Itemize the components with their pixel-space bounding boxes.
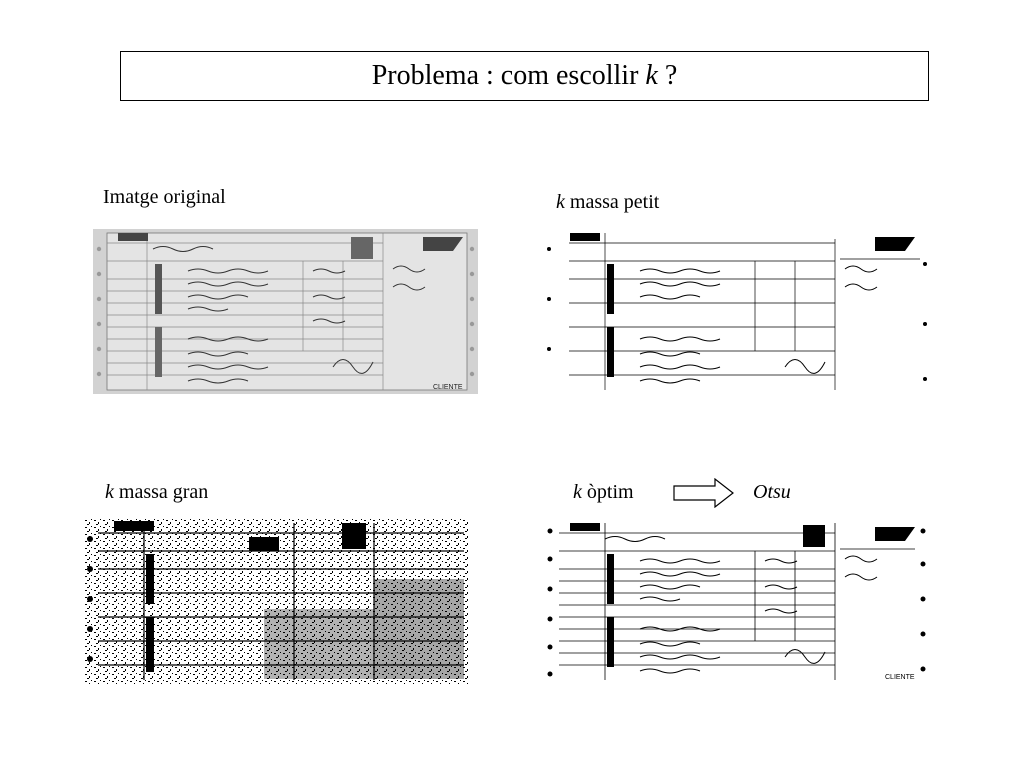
caption-small-k [556, 191, 659, 214]
right-arrow-icon [673, 478, 735, 513]
title-suffix: ? [664, 60, 678, 91]
form-scan-large-k [84, 519, 468, 684]
caption-text: massa petit [564, 191, 660, 213]
k-symbol: k [556, 191, 565, 213]
slide-title [120, 51, 929, 101]
caption-optimal-k [573, 481, 634, 504]
title-prefix: Problema : com escollir [371, 60, 639, 91]
caption-large-k [105, 481, 208, 504]
title-k: k [645, 60, 658, 91]
form-scan-small-k [545, 229, 930, 394]
caption-text: massa gran [113, 481, 209, 503]
otsu-image [545, 519, 928, 684]
caption-text: òptim [581, 481, 634, 503]
small-k-image [545, 229, 930, 394]
k-symbol: k [105, 481, 114, 503]
cliente-label: CLIENTE [433, 384, 463, 391]
cliente-label: CLIENTE [885, 674, 915, 681]
k-symbol: k [573, 481, 582, 503]
form-scan-otsu [545, 519, 928, 684]
original-image [93, 229, 478, 394]
caption-original: Imatge original [103, 186, 226, 208]
form-scan-original [93, 229, 478, 394]
large-k-image [84, 519, 468, 684]
otsu-label: Otsu [753, 481, 791, 503]
